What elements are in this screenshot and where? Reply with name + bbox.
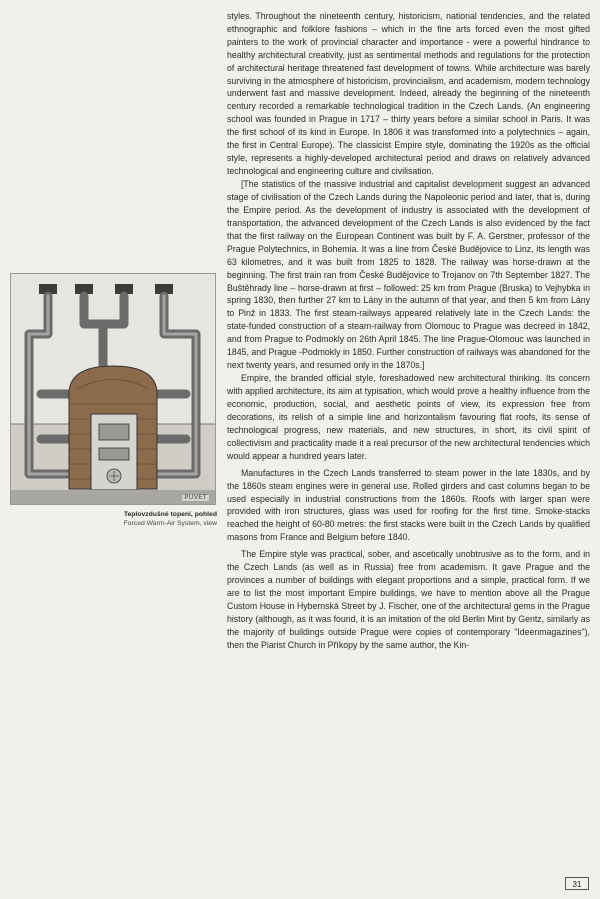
figure-caption <box>10 510 217 528</box>
page-number: 31 <box>565 877 589 890</box>
engraving-drawing <box>11 274 215 504</box>
paragraph-4: Manufactures in the Czech Lands transferred to steam power in the late 1830s, and by the 1860s steam engines were in general use. Rolled girders and cast columns began to be used especially in industrial constructions from the 1860s. Roofs with larger span were provided with iron structures, glass was used for roofing for the first time. Smoke-stacks reached the height of 60-80 metres: the first stacks were built in the Czech Lands by qualified masons from France and Belgium before 1840. <box>227 467 590 543</box>
paragraph-2: [The statistics of the massive industrial and capitalist development suggest an advanced stage of civilisation of the Czech Lands during the Napoleonic period and later, that is, during the Empire period. As the development of industry is associated with the development of transportation, the advanced development of the Czech Lands is also evidenced by the fact that the first railway on the European Continent was built by F. A. Gerstner, professor of the Prague Polytechnics, in Bohemia. It was a line from České Budějovice to Linz, its length was 63 kilometres, and it was built from 1825 to 1828. The railway was horse-drawn at the beginning. The first train ran from České Budějovice to Trojanov on 7th September 1827. The Buštěhrady line – horse-drawn at first – followed: 25 km from Prague (Bruska) to Vejhybka in spring 1830, then further 27 km to Lány in the autumn of that year, and then 5 km from Lány to Pinž in 1833. The first steam-railways appeared relatively late in the Czech Lands: the state-funded construction of a steam-railway from Olomouc to Prague was decreed in 1842, and from Prague to Podmokly on 26th April 1845. The line Prague-Olomouc was launched in 1845, and Prague -Podmokly in 1850. Further construction of railways was abandoned for the next twenty years, and resumed only in the 1870s.] <box>227 179 590 370</box>
paragraph-1: styles. Throughout the nineteenth century, historicism, national tendencies, and the related ethnographic and folklore fashions – which in the fine arts forced even the most gifted painters to the work of provincial character and importance - were a powerful hindrance to healthy architectural creativity, just as sentimental methods and regulations for the protection of architectural heritage threatened fast development of towns. While architecture was barely surviving in the atmosphere of historicism, provincialism, and academism, modern technology underwent fast and massive development. Indeed, already the beginning of the nineteenth century recorded a remarkable technological tradition in the Czech Lands. (An engineering school was founded in Prague in 1717 – thirty years before a similar school in Paris. It was the first school of its kind in Europe. In 1806 it was transformed into a polytechnics – again, the first in Central Europe). The classicist Empire style, dominating the 1920s as the official style, represents a highly-developed architectural period and draws on relatively advanced technological and engineering culture and civilisation. <box>227 11 590 176</box>
illustration-credit: PUVET <box>184 495 207 501</box>
caption-english: Forced Warm-Air System, view <box>123 520 217 527</box>
paragraph-5: The Empire style was practical, sober, and ascetically unobtrusive as to the form, and in the Czech Lands (as well as in Russia) free from academism. It gave Prague and the provinces a number of buildings with elegant proportions and a simple, practical form. If we are to list the most important Empire buildings, we have to mention above all the Prague Custom House in Hybernská Street by J. Fischer, one of the architectural gems in the Prague history (although, as it was found, it is an imitation of the old Berlin Mint by Gentz, similarly as the majority of buildings outside Prague were copies of contemporary "Ideenmagazines"), then the Piarist Church in Příkopy by the same author, the Kin- <box>227 549 590 650</box>
caption-czech: Teplovzdušné topení, pohled <box>123 511 217 518</box>
main-text-column <box>227 10 590 651</box>
warm-air-system-illustration <box>10 273 216 505</box>
paragraph-3: Empire, the branded official style, foreshadowed new architectural thinking. Its concern with applied architecture, its aim at typisation, which would prove a healthy influence from the economic, production, social, and aesthetic points of view, its expression free from decorations, its relish of a simple line and horizontalism favouring flat roofs, its sense of technological progress, new materials, and new structures, in short, its civil spirit of collectivism and practicality made it a real precursor of the new architectural tendencies which would appear a hundred years later. <box>227 373 590 461</box>
